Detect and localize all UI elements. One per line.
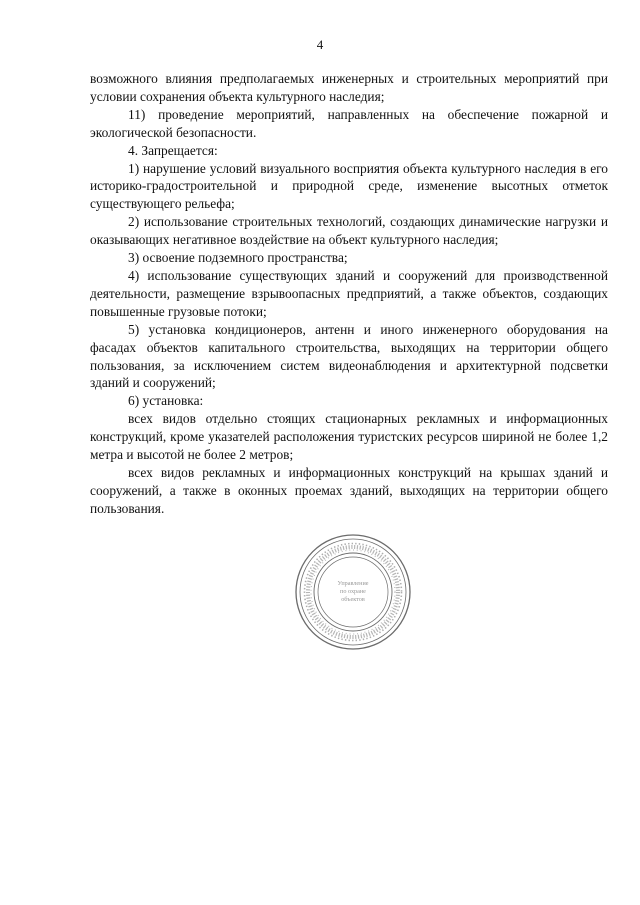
paragraph-continuation: возможного влияния предполагаемых инженерных и строительных мероприятий при условии сохранения объекта культурного наследия; bbox=[90, 71, 608, 104]
paragraph-item-2: 2) использование строительных технологий, создающих динамические нагрузки и оказывающих негативное воздействие на объект культурного наследия; bbox=[90, 214, 608, 248]
paragraph-subitem-standalone-ads: всех видов отдельно стоящих стационарных рекламных и информационных конструкций, кроме указателей расположения туристских ресурсов шириной не более 1,2 метра и высотой не более 2 метров; bbox=[90, 411, 608, 463]
seal-line-3: объектов bbox=[341, 596, 365, 603]
section-heading-prohibited: 4. Запрещается: bbox=[128, 142, 218, 158]
official-seal-icon bbox=[293, 532, 413, 652]
seal-line-1: Управление bbox=[337, 580, 369, 587]
seal-line-2: по охране bbox=[340, 588, 366, 595]
paragraph-item-3: 3) освоение подземного пространства; bbox=[128, 250, 348, 266]
paragraph-item-5: 5) установка кондиционеров, антенн и иного инженерного оборудования на фасадах объектов капитального строительства, выходящих на территории общего пользования, за исключением систем видеонаблюдения и архитектурной подсветки зданий и сооружений; bbox=[90, 321, 608, 391]
page-number: 4 bbox=[316, 37, 324, 52]
paragraph-item-6: 6) установка: bbox=[128, 393, 204, 409]
paragraph-item-1: 1) нарушение условий визуального восприятия объекта культурного наследия в его историко-градостроительной и природной среде, изменение высотных отметок существующего рельефа; bbox=[90, 160, 608, 212]
paragraph-subitem-roof-ads: всех видов рекламных и информационных конструкций на крышах зданий и сооружений, а также в оконных проемах зданий, выходящих на территории общего пользования. bbox=[90, 464, 608, 516]
paragraph-item-4: 4) использование существующих зданий и сооружений для производственной деятельности, размещение взрывоопасных предприятий, а также объектов, создающих повышенные грузовые потоки; bbox=[90, 267, 608, 319]
document-body bbox=[90, 70, 608, 518]
paragraph-item-11: 11) проведение мероприятий, направленных на обеспечение пожарной и экологической безопасности. bbox=[90, 106, 608, 140]
